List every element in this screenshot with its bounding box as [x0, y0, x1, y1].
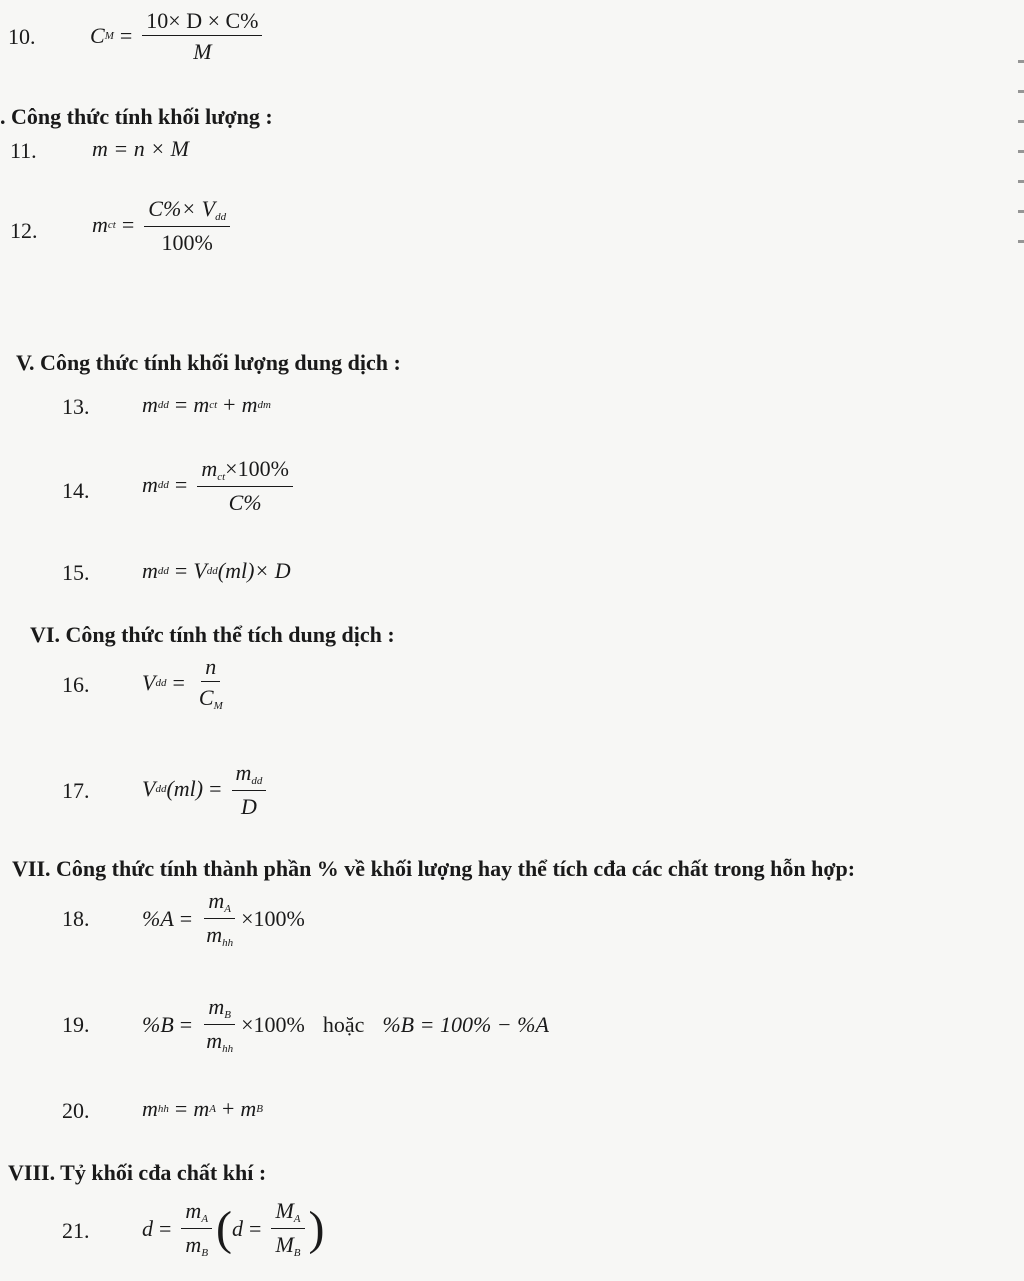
item-number: 13. [62, 394, 90, 419]
item-number: 18. [62, 906, 90, 931]
section-heading-viii: VIII. Tỷ khối cđa chất khí : [8, 1160, 267, 1185]
item-number: 15. [62, 560, 90, 585]
section-heading-v: V. Công thức tính khối lượng dung dịch : [16, 350, 401, 375]
formula-18: %A = $\frac{m_A}{m_{hh}}$ ×100% [142, 888, 305, 949]
margin-marks [1018, 60, 1024, 250]
formula-21: d = $\frac{m_A}{m_B}$ ( d = $\frac{M_A}{M_B}$ ) [142, 1198, 325, 1259]
item-number: 14. [62, 478, 90, 503]
item-number: 17. [62, 778, 90, 803]
formula-20: m hh = m A + m B [142, 1096, 263, 1121]
formula-14: m dd = $\frac{m_{ct}\times 100\%}{C\%}$ [142, 456, 297, 515]
item-number: 16. [62, 672, 90, 697]
formula-12: m ct = $\frac{C\%\times V_{dd}}{100\%}$ [92, 196, 234, 255]
formula-10: C M = $\frac{10\times D \times C\%}{M}$ [90, 8, 266, 65]
formula-17: V dd (ml) = $\frac{m_{dd}}{D}$ [142, 760, 270, 819]
formula-15: m dd = V dd (ml)× D [142, 558, 291, 583]
item-number: 11. [10, 138, 37, 163]
item-number: 20. [62, 1098, 90, 1123]
formula-19: %B = $\frac{m_B}{m_{hh}}$ ×100% hoặc %B = 100% − %A [142, 994, 549, 1055]
formula-11: m = n × M [92, 136, 189, 161]
section-heading-vii: VII. Công thức tính thành phần % về khối lượng hay thể tích cđa các chất trong hỗn hợp: [12, 856, 856, 881]
item-number: 19. [62, 1012, 90, 1037]
item-number: 10. [8, 24, 36, 49]
section-heading-vi: VI. Công thức tính thể tích dung dịch : [30, 622, 395, 647]
formula-13: m dd = m ct + m dm [142, 392, 271, 417]
formula-16: V dd = $\frac{n}{C_M}$ [142, 654, 223, 713]
item-number: 21. [62, 1218, 90, 1243]
or-word: hoặc [322, 1011, 365, 1037]
item-number: 12. [10, 218, 38, 243]
section-heading-iv: . Công thức tính khối lượng : [0, 104, 273, 129]
